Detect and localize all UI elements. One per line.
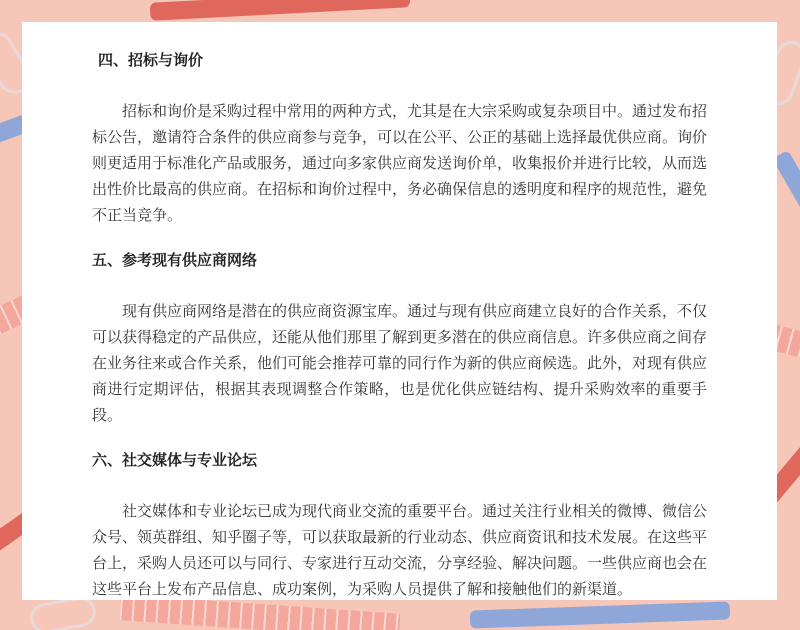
section-social-media-forums bbox=[92, 450, 707, 602]
section-paragraph: 招标和询价是采购过程中常用的两种方式，尤其是在大宗采购或复杂项目中。通过发布招标公告，邀请符合条件的供应商参与竞争，可以在公平、公正的基础上选择最优供应商。询价则更适用于标准化产品或服务，通过向多家供应商发送询价单，收集报价并进行比较，从而选出性价比最高的供应商。在招标和询价过程中，务必确保信息的透明度和程序的规范性，避免不正当竞争。 bbox=[92, 102, 708, 224]
section-bidding-inquiry bbox=[92, 50, 707, 228]
section-heading: 五、参考现有供应商网络 bbox=[92, 251, 258, 269]
section-heading: 六、社交媒体与专业论坛 bbox=[92, 451, 258, 469]
section-paragraph: 现有供应商网络是潜在的供应商资源宝库。通过与现有供应商建立良好的合作关系，不仅可以获得稳定的产品供应，还能从他们那里了解到更多潜在的供应商信息。许多供应商之间存在业务往来或合作关系，他们可能会推荐可靠的同行作为新的供应商候选。此外，对现有供应商进行定期评估，根据其表现调整合作策略，也是优化供应链结构、提升采购效率的重要手段。 bbox=[92, 302, 708, 424]
section-existing-supplier-network bbox=[92, 250, 707, 428]
pencil-decoration bbox=[150, 0, 411, 21]
section-paragraph: 社交媒体和专业论坛已成为现代商业交流的重要平台。通过关注行业相关的微博、微信公众号、领英群组、知乎圈子等，可以获取最新的行业动态、供应商资讯和技术发展。在这些平台上，采购人员还可以与同行、专家进行互动交流，分享经验、解决问题。一些供应商也会在这些平台上发布产品信息、成功案例，为采购人员提供了解和接触他们的新渠道。 bbox=[92, 502, 708, 598]
pencil-decoration bbox=[470, 601, 730, 628]
document-card bbox=[22, 22, 777, 600]
section-heading: 四、招标与询价 bbox=[98, 51, 204, 69]
